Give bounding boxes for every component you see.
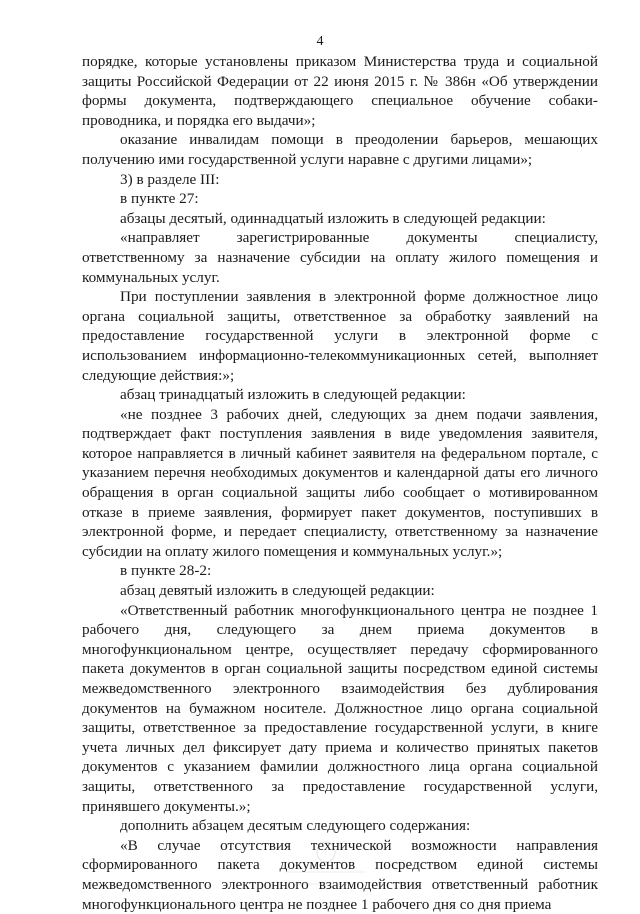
paragraph: 3) в разделе III:	[120, 170, 220, 188]
paragraph: дополнить абзацем десятым следующего содержания:	[120, 817, 471, 835]
seal-mark-icon	[256, 838, 396, 898]
paragraph: порядке, которые установлены приказом Министерства труда и социальной защиты Российской Федерации от 22 июня 2015 г. № 386н «Об утверждении формы документа, подтверждающего специальное обучение собаки-проводника, и порядка его выдачи»;	[82, 53, 598, 129]
page-number: 4	[316, 34, 324, 49]
paragraph: При поступлении заявления в электронной форме должностное лицо органа социальной защиты, ответственное за обработку заявлений на предоставление государственной услуги в электронной форме с использованием информационно-телекоммуникационных сетей, выполняет следующие действия:»;	[82, 288, 598, 384]
paragraph: в пункте 28-2:	[120, 562, 212, 580]
paragraph: «Ответственный работник многофункционального центра не позднее 1 рабочего дня, следующего за днем приема документов в многофункциональном центре, осуществляет передачу сформированного пакета документов в орган социальной защиты посредством единой системы межведомственного электронного взаимодействия без дублирования документов на бумажном носителе. Должностное лицо органа социальной защиты, ответственное за предоставление государственной услуги, в книге учета личных дел фиксирует дату приема и количество принятых пакетов документов с указанием фамилии должностного лица органа социальной защиты, ответственного за предоставление государственной услуги, принявшего документы.»;	[82, 601, 598, 815]
paragraph: в пункте 27:	[120, 190, 199, 208]
paragraph: оказание инвалидам помощи в преодолении барьеров, мешающих получению ими государственной услуги наравне с другими лицами»;	[82, 131, 598, 168]
faint-seal-watermark	[256, 838, 396, 898]
paragraph: «направляет зарегистрированные документы специалисту, ответственному за назначение субсидии на оплату жилого помещения и коммунальных услуг.	[82, 229, 598, 286]
paragraph: «В случае отсутствия технической возможности направления сформированного пакета документов посредством единой системы межведомственного электронного взаимодействия ответственный работник многофункционального центра не позднее 1 рабочего дня со дня приема	[82, 836, 598, 913]
paragraph: «не позднее 3 рабочих дней, следующих за днем подачи заявления, подтверждает факт поступления заявления в виде уведомления заявителя, которое направляется в личный кабинет заявителя на федеральном портале, с указанием перечня необходимых документов и календарной даты его личного обращения в орган социальной защиты либо сообщает о мотивированном отказе в приеме заявления, формирует пакет документов, поступивших в электронной форме, и передает специалисту, ответственному за назначение субсидии на оплату жилого помещения и коммунальных услуг.»;	[82, 405, 598, 560]
paragraph: абзац девятый изложить в следующей редакции:	[120, 582, 435, 600]
document-body	[82, 52, 598, 914]
paragraph: абзацы десятый, одиннадцатый изложить в следующей редакции:	[120, 209, 546, 227]
paragraph: абзац тринадцатый изложить в следующей редакции:	[120, 386, 466, 404]
